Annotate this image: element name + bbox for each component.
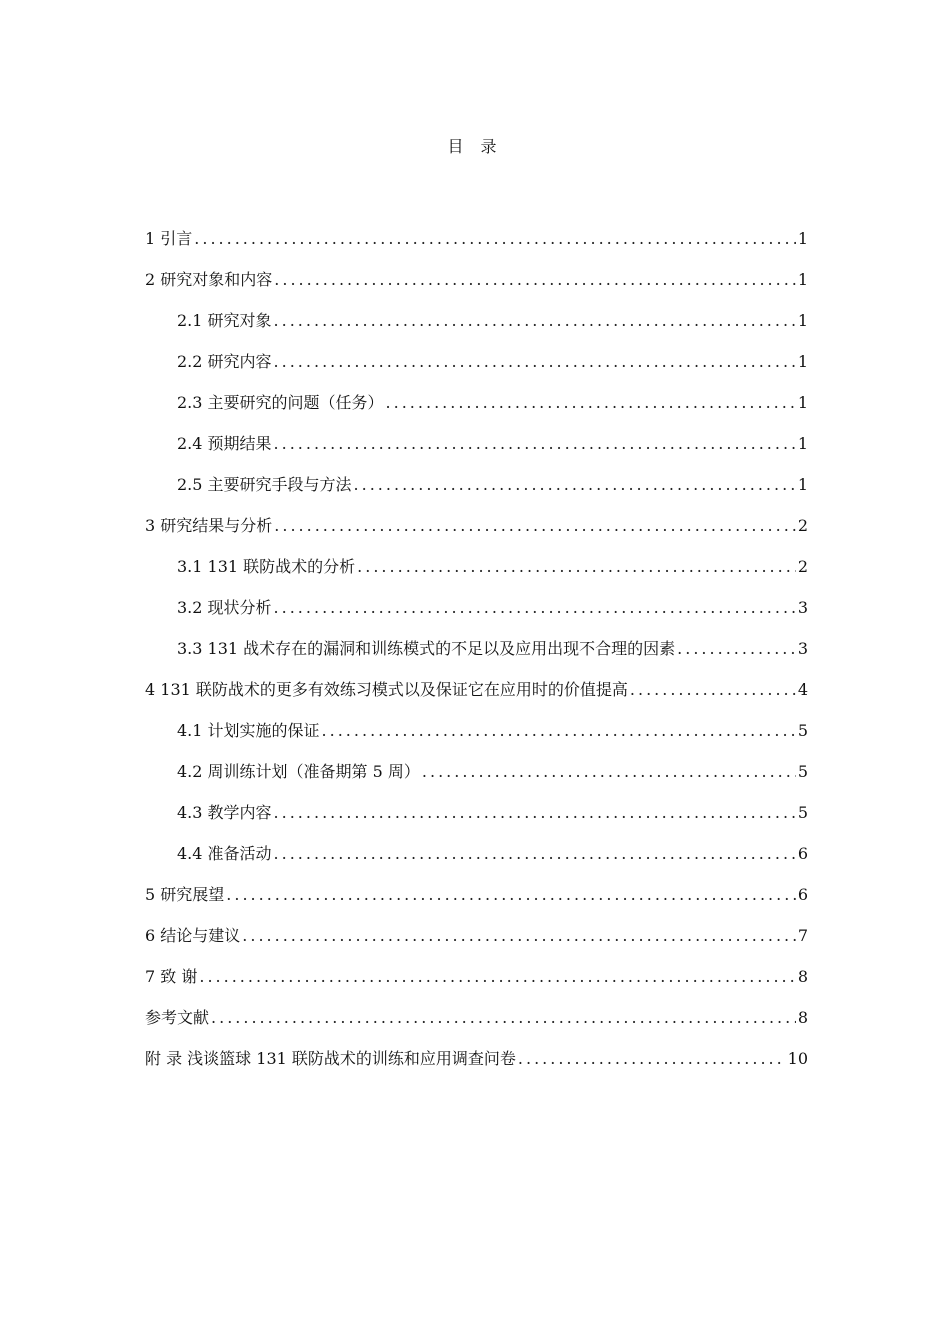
toc-entry-page-number: 1 — [797, 475, 808, 494]
toc-dot-leader — [322, 721, 796, 740]
toc-entry-title: 2.2 研究内容 — [177, 352, 272, 371]
toc-entry-title: 4.3 教学内容 — [177, 803, 272, 822]
toc-dot-leader — [354, 475, 796, 494]
toc-entry-title: 7 致 谢 — [145, 967, 198, 986]
toc-entry-title: 2.1 研究对象 — [177, 311, 272, 330]
toc-entry[interactable] — [145, 390, 808, 431]
toc-entry-page-number: 8 — [797, 1008, 808, 1027]
toc-entry-page-number: 5 — [797, 803, 808, 822]
toc-dot-leader — [677, 639, 796, 658]
toc-dot-leader — [357, 557, 796, 576]
toc-entry-title: 2 研究对象和内容 — [145, 270, 273, 289]
toc-dot-leader — [274, 270, 796, 289]
toc-dot-leader — [274, 844, 796, 863]
toc-dot-leader — [274, 598, 796, 617]
toc-entry-title: 2.4 预期结果 — [177, 434, 272, 453]
toc-entry-title: 4.1 计划实施的保证 — [177, 721, 320, 740]
toc-entry-page-number: 1 — [797, 270, 808, 289]
toc-entry-page-number: 5 — [797, 762, 808, 781]
toc-entry-page-number: 10 — [787, 1049, 808, 1068]
toc-dot-leader — [226, 885, 796, 904]
toc-entry[interactable] — [145, 800, 808, 841]
toc-entry-title: 3.1 131 联防战术的分析 — [177, 557, 356, 576]
table-of-contents — [145, 226, 808, 1087]
toc-entry-page-number: 1 — [797, 229, 808, 248]
toc-dot-leader — [274, 516, 796, 535]
toc-entry-page-number: 1 — [797, 434, 808, 453]
toc-entry[interactable] — [145, 882, 808, 923]
toc-dot-leader — [194, 229, 796, 248]
toc-entry[interactable] — [145, 677, 808, 718]
toc-dot-leader — [211, 1008, 796, 1027]
toc-entry-page-number: 1 — [797, 311, 808, 330]
toc-entry-page-number: 6 — [797, 885, 808, 904]
toc-title: 目 录 — [447, 137, 503, 156]
toc-entry-title: 3 研究结果与分析 — [145, 516, 273, 535]
toc-entry[interactable] — [145, 267, 808, 308]
toc-entry-page-number: 2 — [797, 557, 808, 576]
toc-entry[interactable] — [145, 923, 808, 964]
toc-entry[interactable] — [145, 1046, 808, 1087]
toc-entry[interactable] — [145, 759, 808, 800]
toc-entry-page-number: 5 — [797, 721, 808, 740]
toc-entry-title: 4.2 周训练计划（准备期第 5 周） — [177, 762, 420, 781]
toc-entry-page-number: 4 — [797, 680, 808, 699]
toc-entry-page-number: 1 — [797, 393, 808, 412]
toc-entry-title: 4.4 准备活动 — [177, 844, 272, 863]
toc-entry[interactable] — [145, 554, 808, 595]
toc-entry[interactable] — [145, 636, 808, 677]
toc-entry[interactable] — [145, 1005, 808, 1046]
toc-entry[interactable] — [145, 595, 808, 636]
toc-entry-page-number: 1 — [797, 352, 808, 371]
toc-entry-title: 6 结论与建议 — [145, 926, 241, 945]
toc-entry[interactable] — [145, 226, 808, 267]
toc-dot-leader — [274, 803, 796, 822]
toc-dot-leader — [274, 311, 796, 330]
toc-dot-leader — [274, 352, 796, 371]
toc-dot-leader — [274, 434, 796, 453]
toc-entry-title: 5 研究展望 — [145, 885, 225, 904]
toc-dot-leader — [630, 680, 796, 699]
toc-entry-title: 1 引言 — [145, 229, 193, 248]
toc-entry-title: 参考文献 — [145, 1008, 210, 1027]
toc-entry-title: 2.3 主要研究的问题（任务） — [177, 393, 384, 412]
toc-dot-leader — [518, 1049, 786, 1068]
toc-entry-page-number: 3 — [797, 598, 808, 617]
toc-entry-page-number: 8 — [797, 967, 808, 986]
toc-entry-title: 附 录 浅谈篮球 131 联防战术的训练和应用调查问卷 — [145, 1049, 516, 1068]
toc-entry-title: 2.5 主要研究手段与方法 — [177, 475, 352, 494]
toc-entry-page-number: 6 — [797, 844, 808, 863]
toc-dot-leader — [422, 762, 796, 781]
toc-entry-page-number: 3 — [797, 639, 808, 658]
toc-entry[interactable] — [145, 513, 808, 554]
toc-entry[interactable] — [145, 308, 808, 349]
toc-entry[interactable] — [145, 472, 808, 513]
toc-entry-title: 3.3 131 战术存在的漏洞和训练模式的不足以及应用出现不合理的因素 — [177, 639, 676, 658]
toc-entry-page-number: 2 — [797, 516, 808, 535]
toc-entry[interactable] — [145, 841, 808, 882]
toc-dot-leader — [386, 393, 796, 412]
toc-dot-leader — [199, 967, 795, 986]
toc-entry[interactable] — [145, 964, 808, 1005]
toc-dot-leader — [242, 926, 796, 945]
toc-entry[interactable] — [145, 349, 808, 390]
toc-entry-page-number: 7 — [797, 926, 808, 945]
toc-entry[interactable] — [145, 431, 808, 472]
toc-entry-title: 3.2 现状分析 — [177, 598, 272, 617]
toc-entry[interactable] — [145, 718, 808, 759]
toc-entry-title: 4 131 联防战术的更多有效练习模式以及保证它在应用时的价值提高 — [145, 680, 628, 699]
